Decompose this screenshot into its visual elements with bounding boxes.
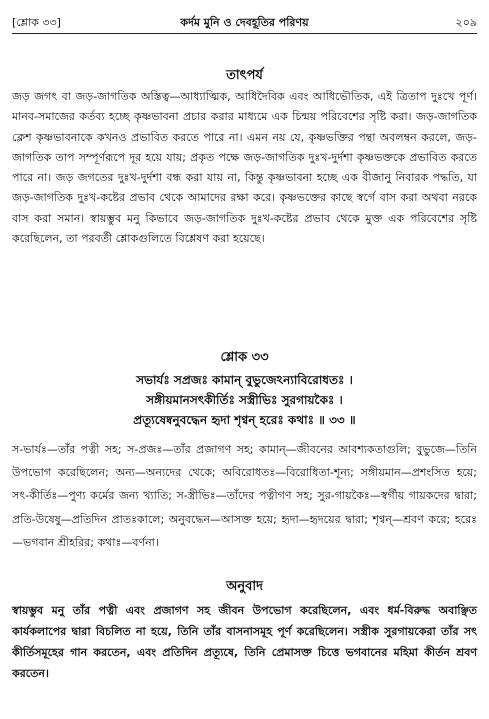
purport-heading: তাৎপর্য <box>226 68 263 83</box>
verse-line: সঙ্গীয়মানসৎকীর্তিঃ সস্ত্রীভিঃ সুরগায়কৈঃ । <box>146 393 343 407</box>
verse-line: সভার্যঃ সপ্রজঃ কামান্ বুভুজেঽন্যাবিরোধতঃ । <box>136 373 353 387</box>
synonyms-text: স-ভার্যঃ—তাঁর পত্নী সহ; স-প্রজঃ—তাঁর প্রজাগণ সহ; কামান্—জীবনের আবশ্যকতাগুলি; বুভুজে—তিনি উপভোগ করেছিলেন; অন্য—অন্যদের থেকে; অবিরোধতঃ—বিরোধিতা-শূন্য; সঙ্গীয়মান—প্রশংসিত হয়ে; সৎ-কীর্তিঃ—পুণ্য কর্মের জন্য খ্যাতি; স-স্ত্রীভিঃ—তাঁদের পত্নীগণ সহ; সুর-গায়কৈঃ—স্বর্গীয় গায়কদের দ্বারা; প্রতি-উষেষু—প্রতিদিন প্রাতঃকালে; অনুবদ্ধেন—আসক্ত হয়ে; হৃদা—হৃদয়ের দ্বারা; শৃণ্বন্—শ্রবণ করে; হরেঃ—ভগবান শ্রীহরির; কথাঃ—বর্ণনা। <box>12 443 477 549</box>
translation-heading: অনুবাদ <box>226 579 263 594</box>
verse-reference: [শ্লোক ৩৩] <box>12 16 61 29</box>
page-number: ২০৯ <box>455 16 477 29</box>
running-header <box>12 14 477 32</box>
header-rule <box>12 33 477 34</box>
verse-line: প্রত্যূষেষ্বনুবদ্ধেন হৃদা শৃণ্বন্ হরেঃ কথাঃ ॥ ৩৩ ॥ <box>133 413 356 427</box>
chapter-title: কর্দম মুনি ও দেবহূতির পরিণয় <box>180 16 309 29</box>
purport-text: জড় জগৎ বা জড়-জাগতিক অস্তিত্ব—আধ্যাত্মিক, আধিদৈবিক এবং আধিভৌতিক, এই ত্রিতাপ দুঃখে পূর্ণ। মানব-সমাজের কর্তব্য হচ্ছে কৃষ্ণভাবনা প্রচার করার মাধ্যমে এক চিন্ময় পরিবেশের সৃষ্টি করা। জড়-জাগতিক ক্লেশ কৃষ্ণভাবনাকে কখনও প্রভাবিত করতে পারে না। এমন নয় যে, কৃষ্ণভক্তির পন্থা অবলম্বন করলে, জড়-জাগতিক তাপ সম্পূর্ণরূপে দূর হয়ে যায়; প্রকৃত পক্ষে জড়-জাগতিক দুঃখ-দুর্দশা কৃষ্ণভক্তকে প্রভাবিত করতে পারে না। জড় জগতের দুঃখ-দুর্দশা বন্ধ করা যায় না, কিন্তু কৃষ্ণভাবনা হচ্ছে এক বীজানু নিবারক পদ্ধতি, যা জড়-জাগতিক দুঃখ-কষ্টের প্রভাব থেকে আমাদের রক্ষা করে। কৃষ্ণভক্তের কাছে স্বর্গে বাস করা অথবা নরকে বাস করা সমান। স্বায়ম্ভুব মনু কিভাবে জড়-জাগতিক দুঃখ-কষ্টের প্রভাব থেকে মুক্ত এক পরিবেশের সৃষ্টি করেছিলেন, তা পরবর্তী শ্লোকগুলিতে বিশ্লেষণ করা হয়েছে। <box>12 90 477 246</box>
verse-heading: শ্লোক ৩৩ <box>220 350 269 365</box>
translation-text: স্বায়ম্ভুব মনু তাঁর পত্নী এবং প্রজাগণ সহ জীবন উপভোগ করেছিলেন, এবং ধর্ম-বিরুদ্ধ অবাঞ্ছিত কার্যকলাপের দ্বারা বিচলিত না হয়ে, তিনি তাঁর বাসনাসমূহ পূর্ণ করেছিলেন। সস্ত্রীক সুরগায়কেরা তাঁর সৎ কীর্তিসমূহের গান করতেন, এবং প্রতিদিন প্রত্যূষে, তিনি প্রেমাসক্ত চিত্তে ভগবানের মহিমা কীর্তন শ্রবণ করতেন। <box>12 604 477 680</box>
verse-text <box>0 370 489 430</box>
